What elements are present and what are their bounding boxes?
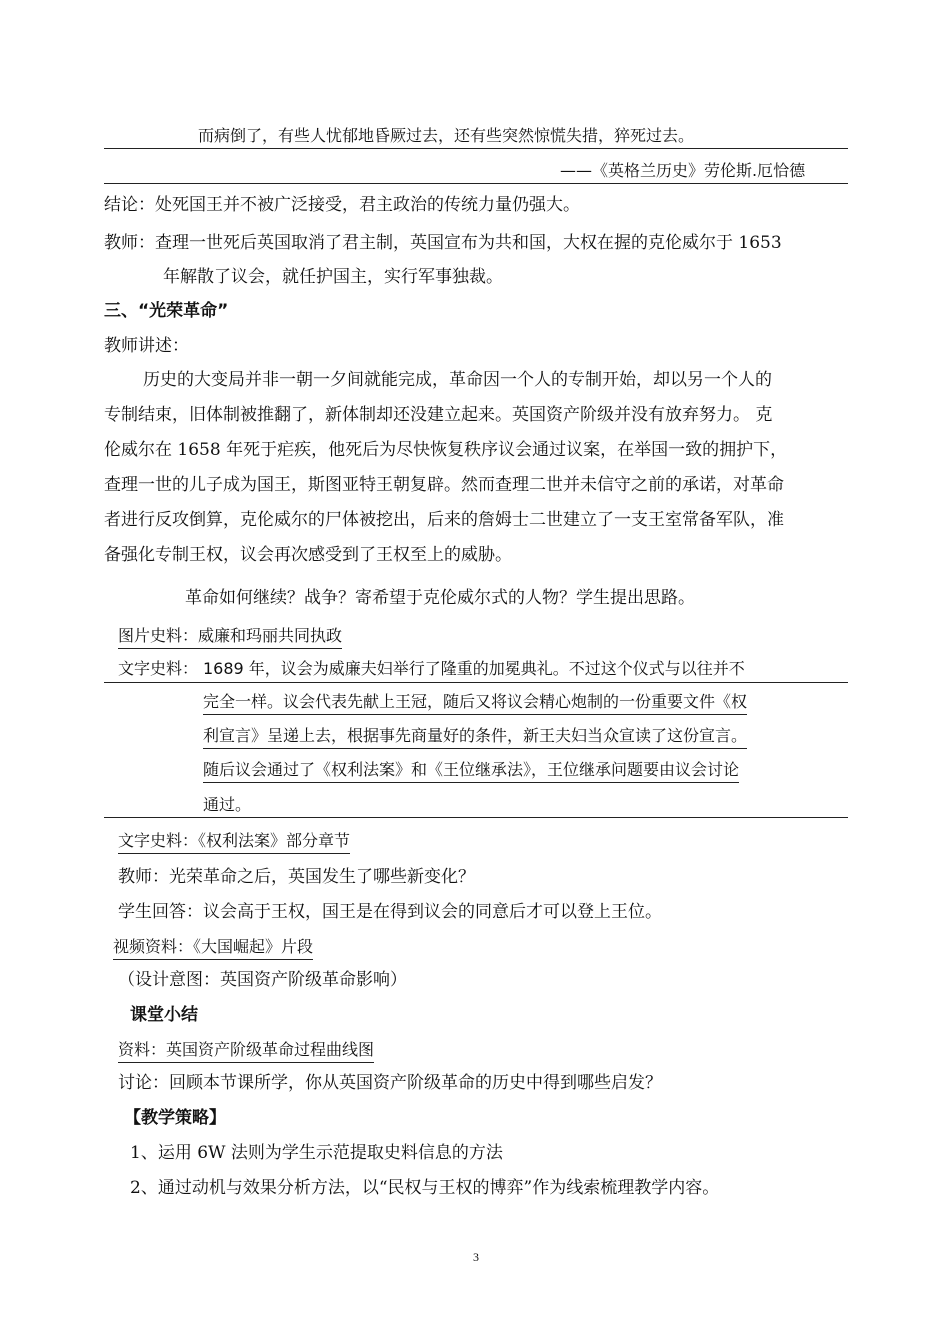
video-source-caption: 视频资料：《大国崛起》片段 xyxy=(113,935,313,960)
conclusion-text: 结论：处死国王并不被广泛接受，君主政治的传统力量仍强大。 xyxy=(104,195,580,215)
teaching-strategy-heading: 【教学策略】 xyxy=(124,1108,226,1128)
discussion-text: 讨论：回顾本节课所学，你从英国资产阶级革命的历史中得到哪些启发？ xyxy=(118,1073,662,1093)
design-intent: （设计意图：英国资产阶级革命影响） xyxy=(118,970,407,990)
text-source-line: 完全一样。议会代表先献上王冠，随后又将议会精心炮制的一份重要文件《权 xyxy=(203,690,747,715)
picture-source-caption: 图片史料：威廉和玛丽共同执政 xyxy=(118,624,342,649)
text-source-rule xyxy=(104,682,848,683)
strategy-item: 1、运用 6W 法则为学生示范提取史料信息的方法 xyxy=(130,1143,503,1163)
lecture-paragraph-line: 查理一世的儿子成为国王，斯图亚特王朝复辟。然而查理二世并未信守之前的承诺，对革命 xyxy=(104,475,784,495)
lecture-paragraph-line: 历史的大变局并非一朝一夕间就能完成，革命因一个人的专制开始，却以另一个人的 xyxy=(143,370,772,390)
material-caption: 资料：英国资产阶级革命过程曲线图 xyxy=(118,1038,374,1063)
page-number: 3 xyxy=(473,1250,479,1264)
quote-bottom-rule xyxy=(104,183,848,184)
text-source-label: 文字史料： xyxy=(118,659,199,678)
quote-top-rule xyxy=(104,148,848,149)
teacher-lecture-label: 教师讲述： xyxy=(104,336,189,356)
teacher-statement-line2: 年解散了议会，就任护国主，实行军事独裁。 xyxy=(163,267,503,287)
lecture-paragraph-line: 备强化专制王权，议会再次感受到了王权至上的威胁。 xyxy=(104,545,512,565)
teacher-statement-line1: 教师：查理一世死后英国取消了君主制，英国宣布为共和国，大权在握的克伦威尔于 1653 xyxy=(104,233,782,253)
lecture-paragraph-line: 专制结束，旧体制被推翻了，新体制却还没建立起来。英国资产阶级并没有放弃努力。 克 xyxy=(104,405,773,425)
text-source-bill-of-rights: 文字史料：《权利法案》部分章节 xyxy=(118,829,350,854)
section-heading-glorious-revolution: 三、“光荣革命” xyxy=(104,301,229,321)
quote-source: ——《英格兰历史》劳伦斯.厄恰德 xyxy=(560,161,806,180)
student-answer: 学生回答：议会高于王权，国王是在得到议会的同意后才可以登上王位。 xyxy=(118,902,662,922)
lecture-paragraph-line: 伦威尔在 1658 年死于疟疾，他死后为尽快恢复秩序议会通过议案，在举国一致的拥护下， xyxy=(104,440,788,460)
text-source-line: 1689 年，议会为威廉夫妇举行了隆重的加冕典礼。不过这个仪式与以往并不 xyxy=(203,659,745,678)
text-source-line: 利宣言》呈递上去，根据事先商量好的条件，新王夫妇当众宣读了这份宣言。 xyxy=(203,724,747,749)
quote-line: 而病倒了，有些人忧郁地昏厥过去，还有些突然惊慌失措，猝死过去。 xyxy=(198,126,695,145)
teacher-question: 教师：光荣革命之后，英国发生了哪些新变化？ xyxy=(118,867,475,887)
class-summary-heading: 课堂小结 xyxy=(130,1005,198,1025)
text-source-line: 通过。 xyxy=(203,795,252,814)
question-text: 革命如何继续？战争？寄希望于克伦威尔式的人物？学生提出思路。 xyxy=(185,588,695,608)
text-source-end-rule xyxy=(104,817,848,818)
strategy-item: 2、通过动机与效果分析方法，以“民权与王权的博弈”作为线索梳理教学内容。 xyxy=(130,1178,720,1198)
lecture-paragraph-line: 者进行反攻倒算，克伦威尔的尸体被挖出，后来的詹姆士二世建立了一支王室常备军队，准 xyxy=(104,510,784,530)
text-source-line: 随后议会通过了《权利法案》和《王位继承法》，王位继承问题要由议会讨论 xyxy=(203,758,739,783)
